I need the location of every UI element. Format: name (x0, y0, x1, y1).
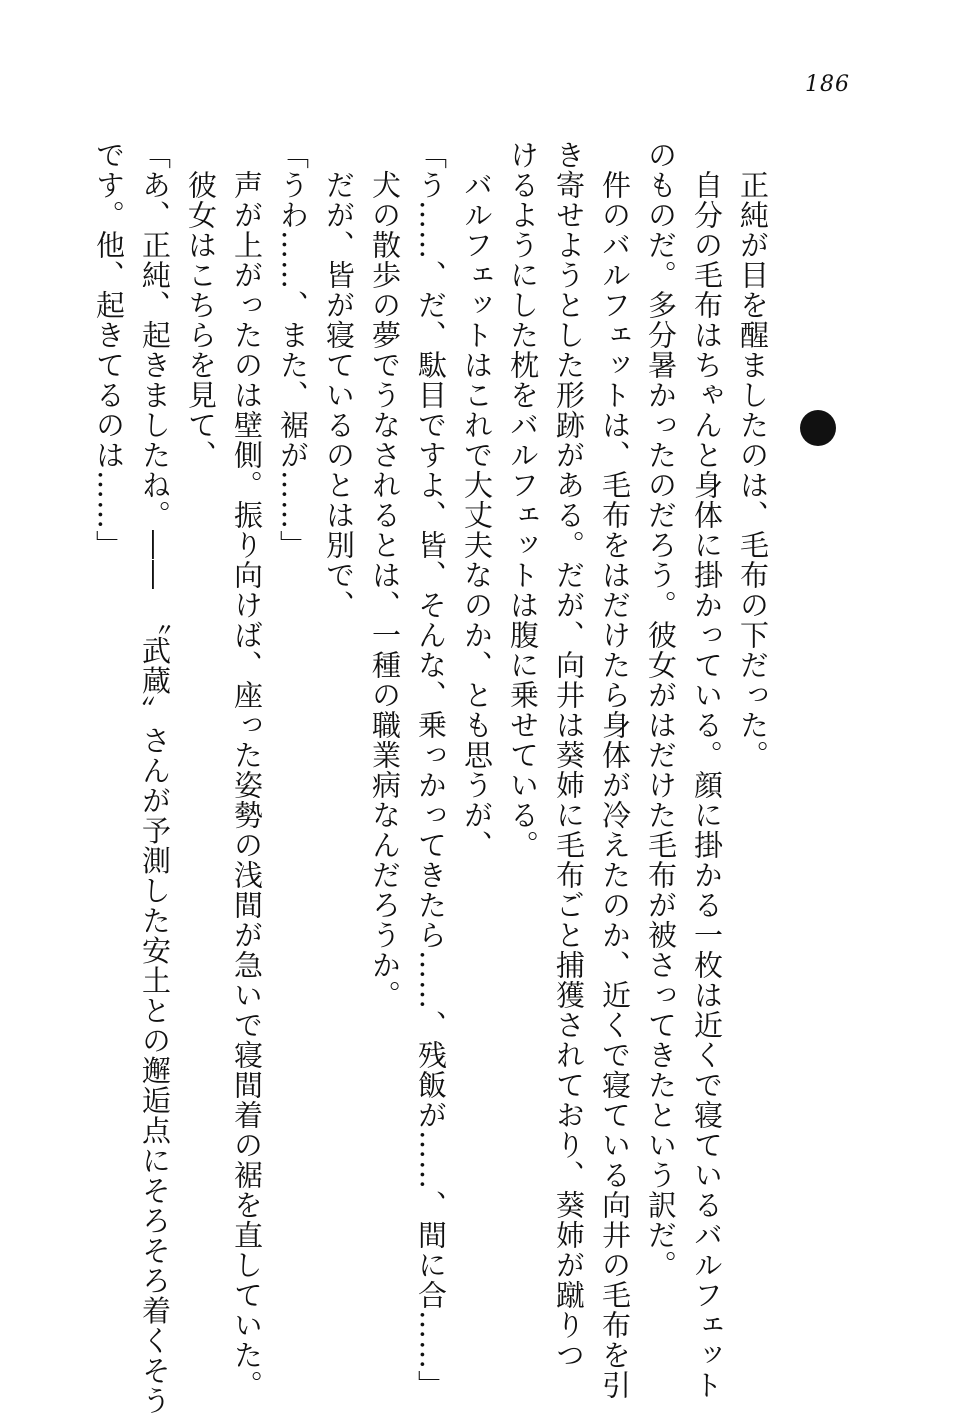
text-column-3: のものだ。多分暑かったのだろう。彼女がはだけた毛布が被さってきたという訳だ。 (644, 140, 678, 1280)
text-column-7: バルフェットはこれで大丈夫なのか、とも思うが、 (460, 140, 494, 860)
bullet-mark (800, 410, 836, 446)
text-column-4: 件のバルフェットは、毛布をはだけたら身体が冷えたのか、近くで寝ている向井の毛布を引 (598, 140, 632, 1400)
text-column-5: き寄せようとした形跡がある。だが、向井は葵姉に毛布ごと捕獲されており、葵姉が蹴りつ (552, 140, 586, 1370)
text-column-14: 「あ、正純、起きましたね。―― 〝武蔵〟さんが予測した安土との邂逅点にそろそろ着くそう (138, 140, 172, 1416)
text-column-15: です。他、起きてるのは……」 (92, 140, 126, 560)
text-column-6: けるようにした枕をバルフェットは腹に乗せている。 (506, 140, 540, 860)
page-number: 186 (805, 72, 850, 97)
text-column-1: 正純が目を醒ましたのは、毛布の下だった。 (736, 140, 770, 770)
text-column-11: 「うわ……、また、裾が……」 (276, 140, 310, 560)
text-column-9: 犬の散歩の夢でうなされるとは、一種の職業病なんだろうか。 (368, 140, 402, 1010)
text-column-8: 「う……、だ、駄目ですよ、皆、そんな、乗っかってきたら……、残飯が……、間に合……」 (414, 140, 448, 1400)
text-column-12: 声が上がったのは壁側。振り向けば、座った姿勢の浅間が急いで寝間着の裾を直していた。 (230, 140, 264, 1400)
text-column-2: 自分の毛布はちゃんと身体に掛かっている。顔に掛かる一枚は近くで寝ているバルフェット (690, 140, 724, 1400)
text-column-13: 彼女はこちらを見て、 (184, 140, 218, 470)
text-column-10: だが、皆が寝ているのとは別で、 (322, 140, 356, 620)
